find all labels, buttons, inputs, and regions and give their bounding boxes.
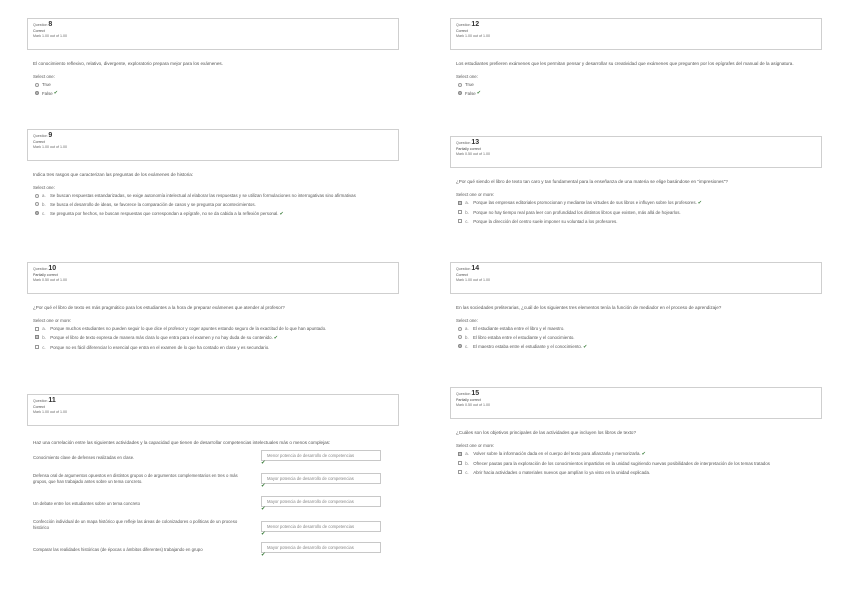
question-info <box>450 387 822 419</box>
option-true[interactable]: True <box>458 82 822 88</box>
option-c[interactable]: c. El maestro estaba entre el estudiante y el conocimiento.✔ <box>458 344 822 351</box>
select-prompt: Select one or more: <box>33 318 72 323</box>
check-mark-icon: ✔ <box>261 460 266 466</box>
question-number: Question 11 <box>33 397 56 404</box>
radio-button-selected[interactable] <box>35 211 39 215</box>
question-15 <box>450 387 822 475</box>
matching-area: Conocimiento clave de defenses realizadas en clase. Menor potencia de desarrollo de competencias ✔ Defensa oral de argumentos opuestos en distintos grupos o de argumentos complementarios en tres o más grupos, que han trabajado antes sobre un tema concreto. Mayor potencia de desarrollo de competencias ✔ Un debate entre los estudiantes sobre un tema concreto Mayor potencia de desarrollo de competencias ✔ Confección individual de un mapa histórico que refleje las áreas de colonizadores o políticas de un proceso histórico Menor potencia de desarrollo de competencias ✔ Comparar las realidades históricas (de épocas o ámbitos diferentes) trabajando en grupo Mayor potencia de desarrollo de competencias ✔ <box>27 446 399 586</box>
question-12 <box>450 18 822 97</box>
question-9 <box>27 129 399 217</box>
option-c[interactable]: c. Porque la dirección del centro suele imponer su voluntad a los profesores. <box>458 219 822 225</box>
question-state: Correct <box>33 139 45 144</box>
radio-button[interactable] <box>458 83 462 87</box>
radio-button-selected[interactable] <box>458 344 462 348</box>
radio-button[interactable] <box>35 83 39 87</box>
match-select[interactable]: Menor potencia de desarrollo de competencias <box>261 450 381 461</box>
radio-button[interactable] <box>35 194 39 198</box>
question-state: Partially correct <box>456 397 481 402</box>
select-prompt: Select one: <box>33 185 55 190</box>
question-state: Partially correct <box>33 272 58 277</box>
option-a[interactable]: a. Porque muchos estudiantes no pueden seguir lo que dice el profesor y coger apuntes estando seguro de la exactitud de lo que han apuntado. <box>35 326 399 332</box>
radio-button[interactable] <box>35 202 39 206</box>
question-mark: Mark 1.00 out of 1.00 <box>33 145 67 150</box>
select-prompt: Select one: <box>456 74 478 79</box>
question-mark: Mark 0.50 out of 1.00 <box>456 152 490 157</box>
option-false[interactable]: False ✔ <box>35 91 399 97</box>
question-state: Correct <box>33 28 45 33</box>
option-false[interactable]: False ✔ <box>458 91 822 97</box>
question-number: Question 9 <box>33 132 53 139</box>
check-mark-icon: ✔ <box>261 531 266 537</box>
question-number: Question 8 <box>33 21 53 28</box>
check-mark-icon: ✔ <box>53 89 58 96</box>
question-11 <box>27 394 399 586</box>
question-state: Correct <box>456 28 468 33</box>
option-b[interactable]: b. Porque el libro de texto expresa de manera más clara lo que entra para el examen y no hay duda de su contenido.✔ <box>35 335 399 342</box>
question-number: Question 15 <box>456 390 480 397</box>
checkbox-checked[interactable] <box>458 452 462 456</box>
question-mark: Mark 0.50 out of 1.00 <box>456 403 490 408</box>
question-info <box>27 129 399 161</box>
check-mark-icon: ✔ <box>273 334 278 341</box>
check-mark-icon: ✔ <box>279 210 284 217</box>
question-info <box>450 136 822 168</box>
select-prompt: Select one: <box>33 74 55 79</box>
option-a[interactable]: a. El estudiante estaba entre el libro y el maestro. <box>458 326 822 332</box>
question-text: ¿Por qué el libro de texto es más pragmático para los estudiantes a la hora de preparar exámenes que atender al profesor? <box>33 305 285 310</box>
question-mark: Mark 1.00 out of 1.00 <box>456 34 490 39</box>
question-text: El conocimiento reflexivo, relativo, divergente, exploratorio prepara mejor para los exámenes. <box>33 61 223 66</box>
question-10 <box>27 262 399 350</box>
checkbox[interactable] <box>458 470 462 474</box>
question-14 <box>450 262 822 350</box>
check-mark-icon: ✔ <box>583 343 588 350</box>
option-a[interactable]: a. Se buscan respuestas estandarizadas, se exige autonomía intelectual al elaborar las respuestas y se utilizan formulaciones no interrogativas sino afirmativas <box>35 193 399 199</box>
checkbox-checked[interactable] <box>458 201 462 205</box>
question-info <box>27 394 399 426</box>
check-mark-icon: ✔ <box>261 506 266 512</box>
question-mark: Mark 1.00 out of 1.00 <box>456 278 490 283</box>
option-a[interactable]: a. Porque las empresas editoriales promocionan y mediante las virtudes de sus libros e influyen sobre los profesores.✔ <box>458 200 822 207</box>
radio-button-selected[interactable] <box>458 91 462 95</box>
check-mark-icon: ✔ <box>261 483 266 489</box>
question-info <box>27 18 399 50</box>
check-mark-icon: ✔ <box>641 451 646 457</box>
option-a[interactable]: a. Volver sobre la información dada en el cuerpo del texto para afianzarla y memorizarla.✔ <box>458 451 822 458</box>
question-text: En las sociedades preliterarias, ¿cuál de los siguientes tres elementos tenía la función de mediador en el proceso de aprendizaje? <box>456 305 722 310</box>
question-state: Correct <box>33 404 45 409</box>
option-b[interactable]: b. Se busca el desarrollo de ideas, se favorece la comparación de casos y se pregunta por acontecimientos. <box>35 202 399 208</box>
match-select[interactable]: Menor potencia de desarrollo de competencias <box>261 521 381 532</box>
checkbox-checked[interactable] <box>35 335 39 339</box>
check-mark-icon: ✔ <box>697 200 702 206</box>
select-prompt: Select one: <box>456 318 478 323</box>
option-b[interactable]: b. Ofrecer pautas para la exploración de los conocimientos impartidos en la unidad sugiriendo nuevas posibilidades de interpretación de los temas tratados <box>458 461 822 467</box>
question-state: Correct <box>456 272 468 277</box>
question-number: Question 12 <box>456 21 480 28</box>
question-number: Question 14 <box>456 265 480 272</box>
select-prompt: Select one or more: <box>456 443 495 448</box>
option-b[interactable]: b. Porque no hay tiempo real para leer con profundidad los distintos libros que existen, más allá de hojearlos. <box>458 210 822 216</box>
check-mark-icon: ✔ <box>261 552 266 558</box>
checkbox[interactable] <box>458 461 462 465</box>
option-c[interactable]: c. Porque no es fácil diferenciar lo esencial que entra en el examen de lo que ha contado en clase y es secundario. <box>35 345 399 351</box>
question-text: Indica tres rasgos que caracterizan las preguntas de los exámenes de historia: <box>33 172 194 177</box>
question-mark: Mark 0.50 out of 1.00 <box>33 278 67 283</box>
checkbox[interactable] <box>35 327 39 331</box>
question-info <box>27 262 399 294</box>
question-13 <box>450 136 822 224</box>
check-mark-icon: ✔ <box>476 89 481 96</box>
option-true[interactable]: True <box>35 82 399 88</box>
question-text: ¿Cuáles son los objetivos principales de las actividades que incluyen los libros de texto? <box>456 430 637 435</box>
question-mark: Mark 1.00 out of 1.00 <box>33 410 67 415</box>
question-state: Partially correct <box>456 146 481 151</box>
question-info <box>450 18 822 50</box>
option-c[interactable]: c. Abrir hacia actividades o materiales nuevos que amplían lo ya visto en la unidad explicada. <box>458 470 822 476</box>
question-text: Haz una correlación entre las siguientes actividades y la capacidad que tienen de desarrollar competencias intelectuales más o menos complejas: <box>33 440 331 445</box>
radio-button[interactable] <box>458 335 462 339</box>
question-8 <box>27 18 399 97</box>
radio-button[interactable] <box>458 327 462 331</box>
match-select[interactable]: Mayor potencia de desarrollo de competencias <box>261 473 381 484</box>
match-select[interactable]: Mayor potencia de desarrollo de competencias <box>261 496 381 507</box>
question-number: Question 10 <box>33 265 57 272</box>
checkbox[interactable] <box>458 219 462 223</box>
match-select[interactable]: Mayor potencia de desarrollo de competencias <box>261 542 381 553</box>
question-info <box>450 262 822 294</box>
question-text: Los estudiantes prefieren exámenes que les permitan pensar y desarrollar su creatividad que exámenes que pregunten por los epígrafes del manual de la asignatura. <box>456 61 794 66</box>
select-prompt: Select one or more: <box>456 192 495 197</box>
option-c[interactable]: c. Se pregunta por hechos, se buscan respuestas que correspondan a epígrafe, no se da cabida a la reflexión personal.✔ <box>35 211 399 218</box>
checkbox[interactable] <box>35 345 39 349</box>
checkbox[interactable] <box>458 210 462 214</box>
option-b[interactable]: b. El libro estaba entre el estudiante y el conocimiento. <box>458 335 822 341</box>
question-text: ¿Por qué siendo el libro de texto tan caro y tan fundamental para la enseñanza de una materia se elige basándose en "impresiones"? <box>456 179 728 184</box>
question-number: Question 13 <box>456 139 480 146</box>
radio-button-selected[interactable] <box>35 91 39 95</box>
question-mark: Mark 1.00 out of 1.00 <box>33 34 67 39</box>
